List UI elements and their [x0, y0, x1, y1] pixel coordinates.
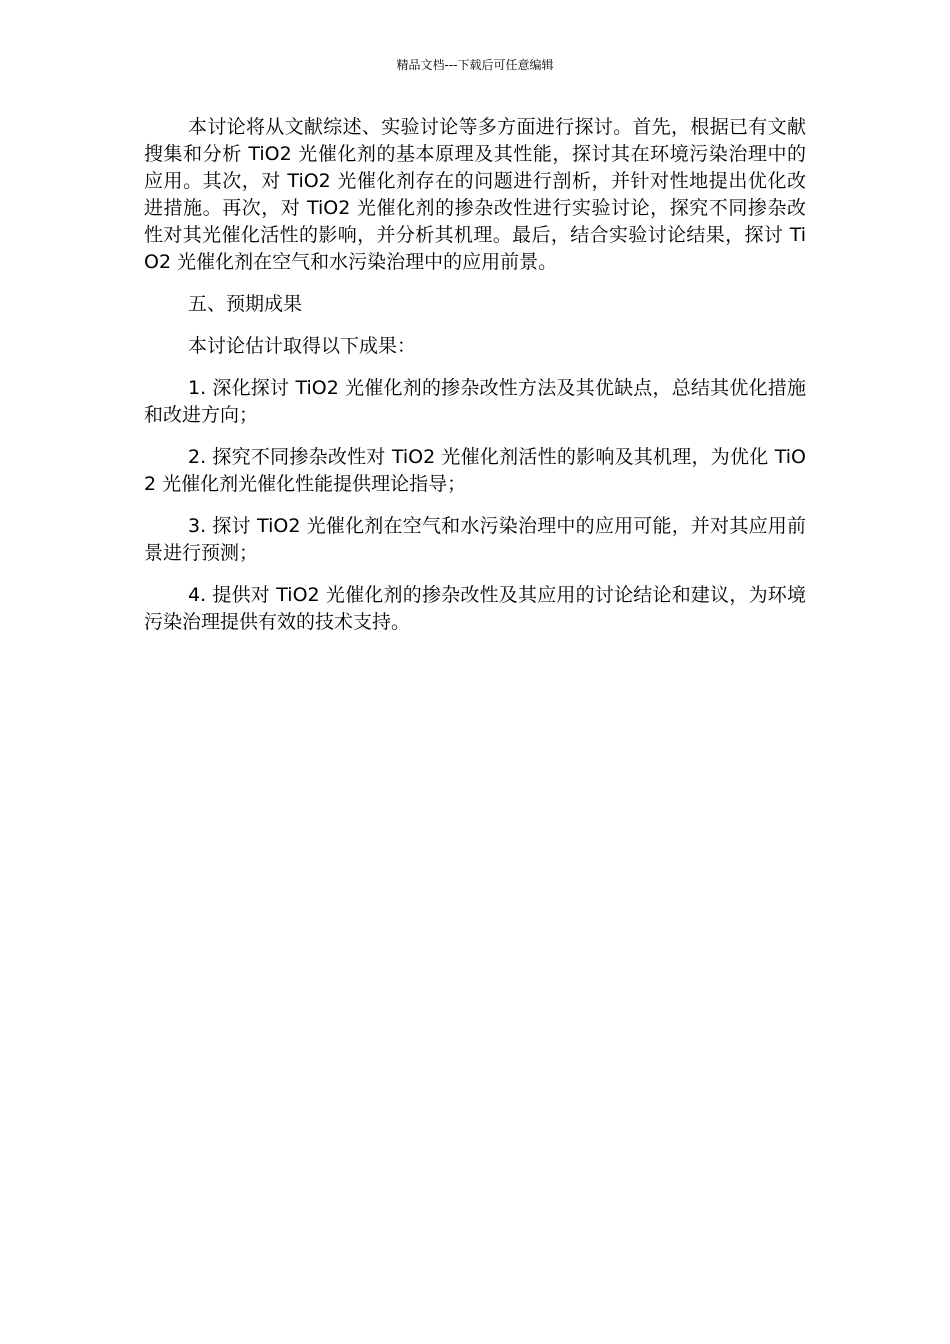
lead-in-paragraph: 本讨论估计取得以下成果：: [188, 335, 417, 357]
outcome-item-4: 4. 提供对 TiO2 光催化剂的掺杂改性及其应用的讨论结论和建议，为环境污染治理提供有效的技术支持。: [144, 584, 806, 633]
outcome-item-2: 2. 探究不同掺杂改性对 TiO2 光催化剂活性的影响及其机理，为优化 TiO2 光催化剂光催化性能提供理论指导；: [144, 446, 806, 495]
intro-paragraph: 本讨论将从文献综述、实验讨论等多方面进行探讨。首先，根据已有文献搜集和分析 TiO2 光催化剂的基本原理及其性能，探讨其在环境污染治理中的应用。其次，对 TiO2 光催化剂存在的问题进行剖析，并针对性地提出优化改进措施。再次，对 TiO2 光催化剂的掺杂改性进行实验讨论，探究不同掺杂改性对其光催化活性的影响，并分析其机理。最后，结合实验讨论结果，探讨 TiO2 光催化剂在空气和水污染治理中的应用前景。: [144, 116, 806, 273]
section-heading: 五、预期成果: [188, 293, 303, 315]
outcome-item-1: 1. 深化探讨 TiO2 光催化剂的掺杂改性方法及其优缺点，总结其优化措施和改进方向；: [144, 377, 806, 426]
page-header: 精品文档---下载后可任意编辑: [396, 58, 554, 72]
outcome-item-3: 3. 探讨 TiO2 光催化剂在空气和水污染治理中的应用可能，并对其应用前景进行预测；: [144, 515, 806, 564]
document-body: [144, 114, 806, 651]
